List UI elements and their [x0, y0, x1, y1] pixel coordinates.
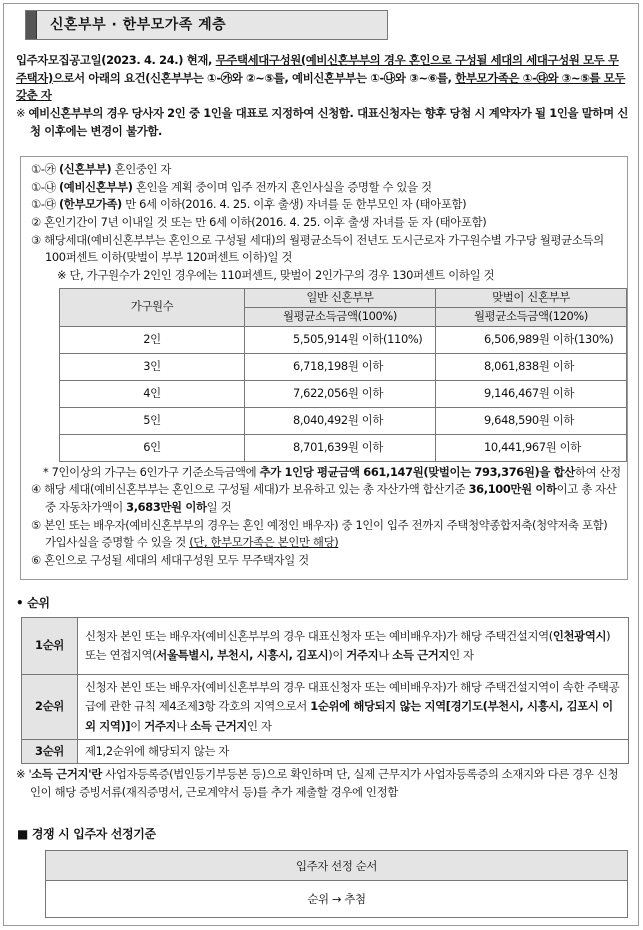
rank-region: 1순위에 해당되지 않는 지역[경기도(부천시, 시흥시, 김포시 이외 지역)]	[85, 699, 613, 733]
rank-text: ) 또는 연접지역(	[85, 628, 611, 662]
item-text: 혼인중인 자	[111, 162, 172, 176]
footnote-amount: 추가 1인당 평균금액 661,147원(맞벌이는 793,376원)을 합산	[259, 464, 575, 479]
criteria-income: ③ 해당세대(예비신혼부부는 혼인으로 구성될 세대)의 월평균소득이 전년도 도시근로자 가구원수별 가구당 월평균소득의 100퍼센트 이하(맞벌이 부부 120퍼센트 이하)일 것	[31, 232, 604, 265]
general-income: 8,040,492원 이하	[245, 407, 436, 434]
rank-text: )이	[328, 648, 347, 662]
table-row	[60, 380, 627, 407]
item-no: ①-㉮	[31, 162, 59, 176]
savings-exception: (단, 한부모가족은 본인만 해당)	[189, 535, 339, 550]
table-row	[22, 618, 629, 675]
note-text: 사업자등록증(법인등기부등본 등)으로 확인하며 단, 실제 근무지가 사업자등록증의 소재지와 다른 경우 신청인이 해당 증빙서류(재직증명서, 근로계약서 등)를 추가 제출할 경우에 인정함	[30, 767, 619, 799]
col-general: 일반 신혼부부	[245, 288, 436, 307]
rank-residence: 거주지	[144, 718, 177, 733]
item-no: ①-㉯	[31, 179, 59, 194]
ranking-heading: • 순위	[16, 596, 50, 610]
table-row	[60, 353, 627, 380]
rank-adjacent: 서울특별시, 부천시, 시흥시, 김포시	[156, 648, 329, 662]
item-no: ①-㉰	[31, 197, 59, 212]
general-income: 7,622,056원 이하	[245, 380, 436, 407]
rank-description	[78, 618, 629, 675]
rank-text: 신청자 본인 또는 배우자(예비신혼부부의 경우 대표신청자 또는 예비배우자)가 해당 주택건설지역(	[85, 628, 553, 643]
selection-order: 순위 → 추첨	[307, 892, 366, 906]
intro	[16, 52, 628, 140]
section-header	[25, 10, 388, 40]
item-text: 혼인을 계획 중이며 입주 전까지 혼인사실을 증명할 수 있을 것	[132, 179, 432, 194]
rank-text: 나	[378, 648, 393, 662]
table-row	[60, 434, 627, 461]
note-mark: ※	[16, 106, 29, 121]
footnote-text: * 7인이상의 가구는 6인가구 기준소득금액에	[43, 464, 260, 479]
rank-income-base: 소득 근거지	[190, 718, 248, 733]
rank-region: 인천광역시	[552, 628, 607, 643]
dual-income: 9,146,467원 이하	[436, 380, 627, 407]
criteria-marriage-period: ② 혼인기간이 7년 이내일 것 또는 만 6세 이하(2016. 4. 25. 이후 출생 자녀를 둔 자 (태아포함)	[31, 215, 487, 230]
table-row	[60, 326, 627, 353]
general-income: 8,701,639원 이하	[245, 434, 436, 461]
criteria-assets	[31, 481, 621, 516]
note-mark: ※ '	[16, 767, 32, 781]
representative-note	[16, 105, 628, 140]
rank-label: 1순위	[22, 618, 78, 675]
rank-label: 3순위	[22, 740, 78, 764]
rank-text: 인 자	[449, 648, 474, 662]
assets-text-3: 일 것	[206, 500, 232, 515]
dual-income: 8,061,838원 이하	[436, 353, 627, 380]
intro-text-3: 으로서 아래의 요건(신혼부부는 ①-㉮와 ②~⑤를, 예비신혼부부는 ①-㉯와 ③~⑥를,	[52, 70, 456, 85]
criteria-newlywed	[31, 161, 621, 179]
intro-text-1: 입주자모집공고일(2023. 4. 24.) 현재,	[16, 53, 216, 67]
rank-label: 2순위	[22, 675, 78, 740]
table-row	[60, 407, 627, 434]
col-household: 가구원수	[60, 288, 245, 326]
income-table	[59, 288, 627, 462]
table-row	[22, 675, 629, 740]
eligibility-paragraph	[16, 52, 628, 105]
additional-member-note	[31, 464, 621, 482]
dual-income: 9,648,590원 이하	[436, 407, 627, 434]
criteria-box	[20, 156, 628, 580]
col-dual: 맞벌이 신혼부부	[436, 288, 627, 307]
criteria-savings	[31, 517, 621, 552]
rank-text: 이	[130, 718, 145, 733]
general-income: 5,505,914원 이하(110%)	[245, 326, 436, 353]
criteria-income-sub: ※ 단, 가구원수가 2인인 경우에는 110퍼센트, 맞벌이 2인가구의 경우 130퍼센트 이하일 것	[57, 268, 495, 283]
rank-text: 제1,2순위에 해당되지 않는 자	[85, 743, 230, 758]
table-row	[22, 740, 629, 764]
general-income: 6,718,198원 이하	[245, 353, 436, 380]
household-size: 2인	[60, 326, 245, 353]
assets-limit: 36,100만원 이하	[468, 482, 557, 497]
header-marker	[26, 11, 37, 39]
savings-text: ⑤ 본인 또는 배우자(예비신혼부부의 경우는 혼인 예정인 배우자) 중 1인이 입주 전까지 주택청약종합저축(청약저축 포함) 가입사실을 증명할 수 있을 것	[31, 517, 608, 550]
assets-text-2: 이고 총 자산 중 자동차가액이	[45, 482, 617, 515]
ranking-table	[21, 617, 629, 764]
dual-income: 6,506,989원 이하(130%)	[436, 326, 627, 353]
col-dual-sub: 월평균소득금액(120%)	[436, 307, 627, 326]
criteria-prospective	[31, 179, 621, 197]
selection-header: 입주자 선정 순서	[46, 851, 627, 881]
rank-income-base: 소득 근거지	[392, 648, 450, 662]
rank-description	[78, 740, 629, 764]
intro-text-4: 한부모가족은 ①-㉰와 ③~⑤를 모두 갖춘 자	[16, 70, 626, 103]
page-title: 신혼부부 · 한부모가족 계층	[50, 17, 227, 33]
household-size: 5인	[60, 407, 245, 434]
col-general-sub: 월평균소득금액(100%)	[245, 307, 436, 326]
criteria-no-house: ⑥ 혼인으로 구성될 세대의 세대구성원 모두 무주택자일 것	[31, 553, 309, 568]
rank-text: 신청자 본인 또는 배우자(예비신혼부부의 경우 대표신청자 또는 예비배우자)가 해당 주택건설지역이 속한 주택공급에 관한 규칙 제4조제3항 각호의 지역으로서	[85, 680, 620, 714]
assets-text: ④ 해당 세대(예비신혼부부는 혼인으로 구성될 세대)가 보유하고 있는 총 자산가액 합산기준	[31, 482, 469, 497]
car-limit: 3,683만원 이하	[126, 500, 207, 515]
rank-text: 나	[176, 718, 191, 733]
note-term: 소득 근거지'란	[31, 767, 102, 781]
criteria-single-parent	[31, 196, 621, 214]
rank-residence: 거주지	[346, 648, 379, 662]
household-size: 3인	[60, 353, 245, 380]
footnote-text-end: 하여 산정	[574, 464, 621, 479]
household-size: 4인	[60, 380, 245, 407]
income-base-note	[16, 766, 628, 801]
intro-text-2: 무주택세대구성원(예비신혼부부의 경우 혼인으로 구성될 세대의 세대구성원 모두 무주택자)	[16, 53, 619, 85]
rank-text: 인 자	[247, 718, 272, 733]
selection-box	[45, 850, 628, 918]
item-text: 만 6세 이하(2016. 4. 25. 이후 출생) 자녀를 둔 한부모인 자 (태아포함)	[121, 197, 467, 212]
note-text: 예비신혼부부의 경우 당사자 2인 중 1인을 대표로 지정하여 신청함. 대표신청자는 향후 당첨 시 계약자가 될 1인을 말하며 신청 이후에는 변경이 불가함.	[28, 106, 629, 138]
page-frame	[3, 3, 639, 926]
item-label: (예비신혼부부)	[58, 179, 133, 194]
selection-heading: ■ 경쟁 시 입주자 선정기준	[17, 827, 156, 841]
item-label: (한부모가족)	[58, 197, 122, 212]
rank-description	[78, 675, 629, 740]
item-label: (신혼부부)	[58, 162, 112, 176]
household-size: 6인	[60, 434, 245, 461]
dual-income: 10,441,967원 이하	[436, 434, 627, 461]
